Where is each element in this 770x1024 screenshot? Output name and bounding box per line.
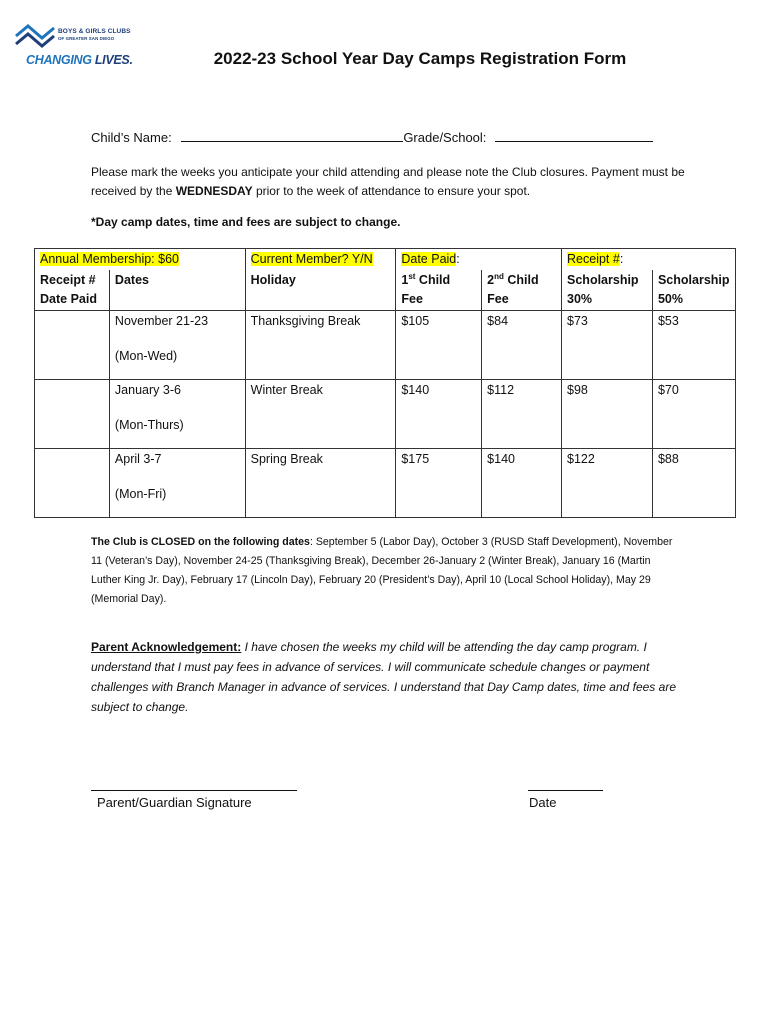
first-child-fee-cell: $140	[396, 380, 482, 449]
table-row	[35, 311, 736, 380]
first-child-fee-cell: $175	[396, 449, 482, 518]
header-holiday: Holiday	[245, 270, 396, 311]
acknowledgement-label: Parent Acknowledgement:	[91, 640, 242, 654]
scholarship-30-cell: $73	[562, 311, 653, 380]
parent-signature-line[interactable]	[91, 778, 297, 791]
camp-schedule-table	[34, 248, 736, 518]
closure-label: The Club is CLOSED on the following dates	[91, 536, 310, 548]
closure-dates-paragraph: The Club is CLOSED on the following dates: September 5 (Labor Day), October 3 (RUSD Staff Development), November 11 (Veteran’s Day), November 24-25 (Thanksgiving Break), December 26-January 2 (Winter Break), January 16 (Martin Luther King Jr. Day), February 17 (Lincoln Day), February 20 (President’s Day), April 10 (Local School Holiday), May 29 (Memorial Day).	[91, 536, 673, 605]
receipt-entry-cell[interactable]	[35, 380, 110, 449]
header-scholarship-50: Scholarship 50%	[652, 270, 735, 311]
second-child-fee-cell: $140	[482, 449, 562, 518]
current-member-cell[interactable]: Current Member? Y/N	[245, 249, 396, 271]
header-first-child-fee: 1st Child Fee	[396, 270, 482, 311]
holiday-cell: Spring Break	[245, 449, 396, 518]
child-info-fields	[91, 129, 653, 145]
dates-cell: April 3-7 (Mon-Fri)	[109, 449, 245, 518]
scholarship-30-cell: $122	[562, 449, 653, 518]
date-signature-line[interactable]	[528, 778, 603, 791]
header-scholarship-30: Scholarship 30%	[562, 270, 653, 311]
subject-to-change-notice: *Day camp dates, time and fees are subject to change.	[91, 215, 401, 229]
header-dates: Dates	[109, 270, 245, 311]
holiday-cell: Thanksgiving Break	[245, 311, 396, 380]
receipt-entry-cell[interactable]	[35, 449, 110, 518]
scholarship-50-cell: $70	[652, 380, 735, 449]
child-name-label: Child’s Name:	[91, 130, 172, 145]
annual-membership-cell: Annual Membership: $60	[35, 249, 246, 271]
parent-acknowledgement: Parent Acknowledgement: I have chosen the weeks my child will be attending the day camp program. I understand that I must pay fees in advance of services. I will communicate schedule changes or payment challenges with Branch Manager in advance of services. I understand that Day Camp dates, time and fees are subject to change.	[91, 640, 676, 714]
emphasis-wednesday: WEDNESDAY	[175, 184, 253, 198]
receipt-cell[interactable]: Receipt #:	[562, 249, 736, 271]
header-receipt: Receipt # Date Paid	[35, 270, 110, 311]
receipt-entry-cell[interactable]	[35, 311, 110, 380]
logo-mark-icon	[14, 22, 58, 52]
header-row	[35, 270, 736, 311]
child-name-field[interactable]	[181, 129, 403, 142]
second-child-fee-cell: $112	[482, 380, 562, 449]
intro-paragraph: Please mark the weeks you anticipate your child attending and please note the Club closures. Payment must be received by the WEDNESDAY prior to the week of attendance to ensure your spot.	[91, 165, 685, 198]
scholarship-30-cell: $98	[562, 380, 653, 449]
date-paid-cell[interactable]: Date Paid:	[396, 249, 562, 271]
second-child-fee-cell: $84	[482, 311, 562, 380]
logo-tagline: CHANGING LIVES.	[26, 53, 133, 67]
header-second-child-fee: 2nd Child Fee	[482, 270, 562, 311]
parent-signature-label: Parent/Guardian Signature	[97, 795, 252, 810]
scholarship-50-cell: $53	[652, 311, 735, 380]
grade-school-field[interactable]	[495, 129, 653, 142]
date-signature-label: Date	[529, 795, 557, 810]
dates-cell: January 3-6 (Mon-Thurs)	[109, 380, 245, 449]
grade-school-label: Grade/School:	[403, 130, 487, 145]
table-row	[35, 380, 736, 449]
dates-cell: November 21-23 (Mon-Wed)	[109, 311, 245, 380]
page-title: 2022-23 School Year Day Camps Registration Form	[213, 49, 627, 68]
logo-org-name: BOYS & GIRLS CLUBS OF GREATER SAN DIEGO	[58, 28, 131, 41]
first-child-fee-cell: $105	[396, 311, 482, 380]
holiday-cell: Winter Break	[245, 380, 396, 449]
scholarship-50-cell: $88	[652, 449, 735, 518]
table-row	[35, 449, 736, 518]
membership-row	[35, 249, 736, 271]
